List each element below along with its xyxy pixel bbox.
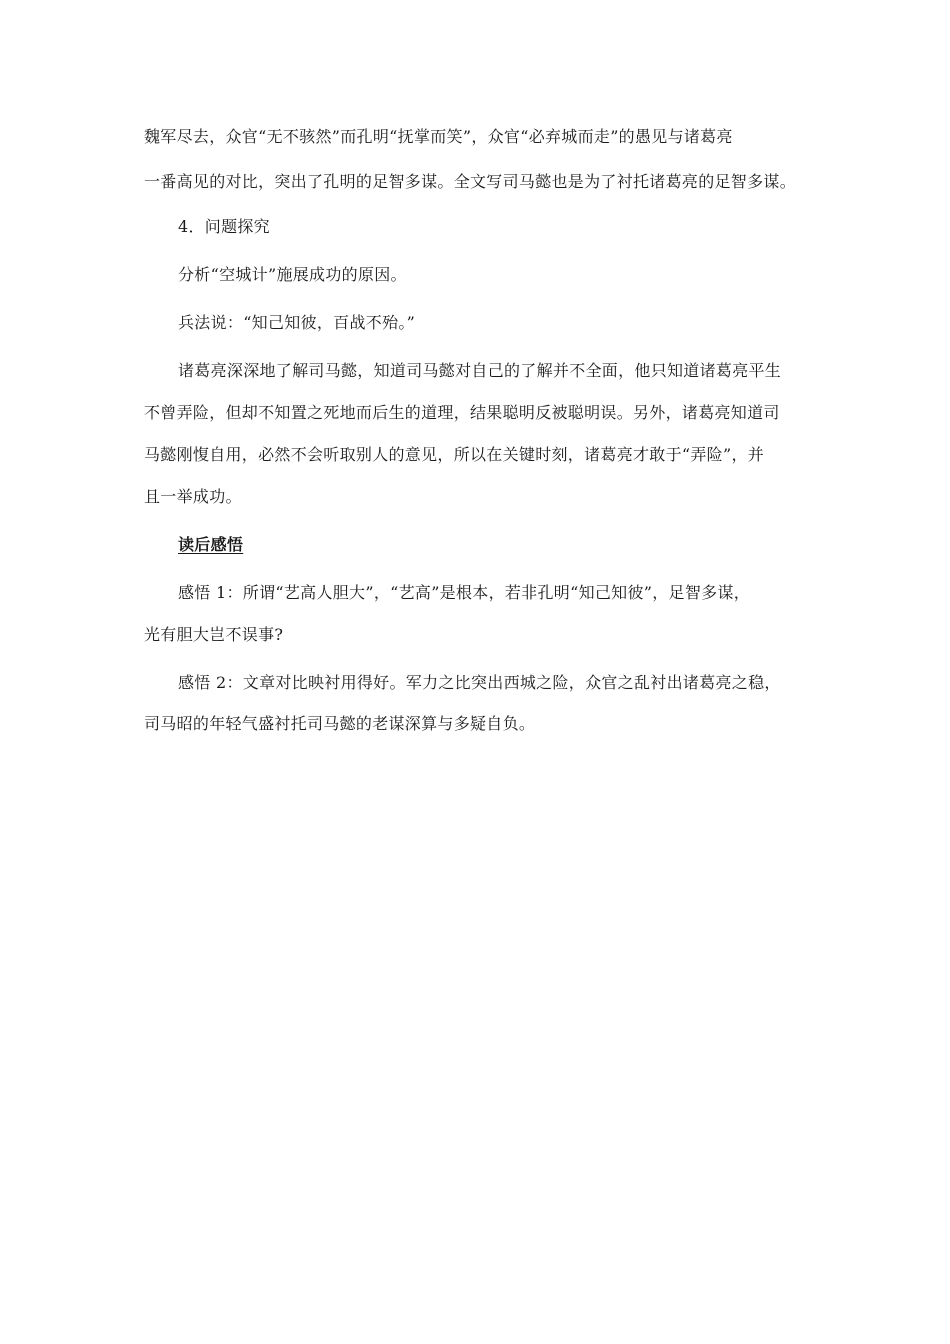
answer-line-4: 且一举成功。 [144, 487, 242, 506]
text-line-1: 魏军尽去，众官“无不骇然”而孔明“抚掌而笑”，众官“必弃城而走”的愚见与诸葛亮 [144, 127, 733, 146]
answer-line-2: 不曾弄险，但却不知置之死地而后生的道理，结果聪明反被聪明误。另外，诸葛亮知道司 [144, 403, 780, 422]
question-prompt: 分析“空城计”施展成功的原因。 [178, 265, 407, 284]
section-heading-reflection: 读后感悟 [178, 535, 244, 554]
answer-line-3: 马懿刚愎自用，必然不会听取别人的意见，所以在关键时刻，诸葛亮才敢于“弄险”，并 [144, 445, 765, 464]
reflection-2-line-2: 司马昭的年轻气盛衬托司马懿的老谋深算与多疑自负。 [144, 714, 536, 733]
reflection-1-line-1: 感悟 1：所谓“艺高人胆大”，“艺高”是根本，若非孔明“知己知彼”，足智多谋， [178, 583, 751, 602]
section-title-question: 4．问题探究 [178, 217, 270, 236]
answer-line-1: 诸葛亮深深地了解司马懿，知道司马懿对自己的了解并不全面，他只知道诸葛亮平生 [178, 361, 782, 380]
reflection-2-line-1: 感悟 2：文章对比映衬用得好。军力之比突出西城之险，众官之乱衬出诸葛亮之稳， [178, 673, 781, 692]
reflection-1-line-2: 光有胆大岂不误事? [144, 625, 284, 644]
quote-line: 兵法说：“知己知彼，百战不殆。” [178, 313, 416, 332]
text-line-2: 一番高见的对比，突出了孔明的足智多谋。全文写司马懿也是为了衬托诸葛亮的足智多谋。 [144, 172, 797, 191]
